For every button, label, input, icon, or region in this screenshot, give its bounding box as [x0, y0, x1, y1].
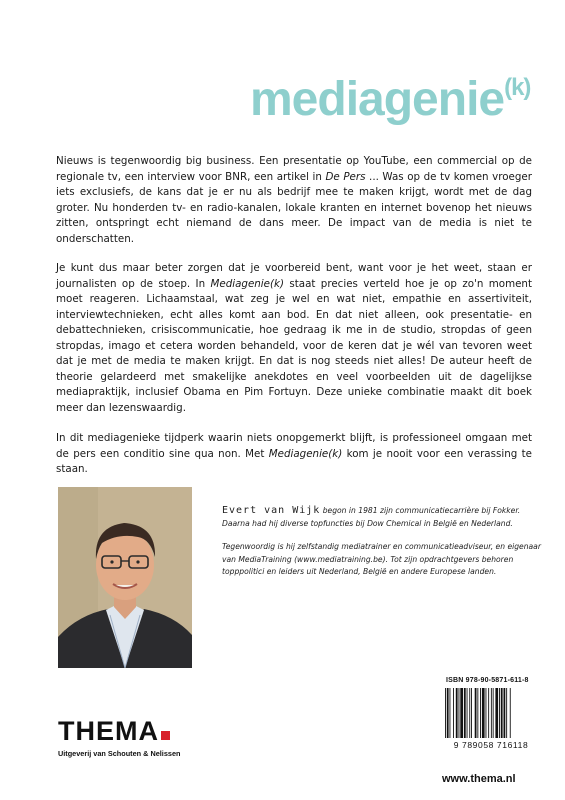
blurb-text: staat precies verteld hoe je op zo'n moment moet reageren. Lichaamstaal, wat zeg je wel en wat niet, empathie en assertiviteit, interviewtechnieken, echt alles komt aan bod. En dat niet alleen, ook presentatie- en debattechnieken, crisiscommunicatie, hoe gedraag ik me in de studio, stropdas of geen stropdas, imago et cetera worden behandeld, voor de keren dat je wél van tevoren weet dat je met de media te maken krijgt. En dat is nog steeds niet alles! De auteur heeft de theorie gelardeerd met smakelijke anekdotes en veel voorbeelden uit de dagelijkse mediapraktijk, inclusief Obama en Pim Fortuyn. Deze unieke combinatie maakt dit boek meer dan lezenswaardig. — [56, 277, 532, 414]
italic-title-reference: Mediagenie(k) — [210, 277, 285, 290]
barcode-bar — [460, 688, 463, 738]
barcode-bar — [471, 688, 472, 738]
barcode-bar — [477, 688, 478, 738]
barcode-bar — [495, 688, 498, 738]
barcode-bar — [480, 688, 481, 738]
blurb-text: ... Was op de tv komen vroeger iets exclusiefs, de kans dat je er nu als bedrijf mee te maken krijgt, wordt met de dag groter. Nu honderden tv- en radio-kanalen, lokale kranten en internet bovenop het nieuws zitten, ontspringt echt niemand de dans meer. De impact van de media is niet te onderschatten. — [56, 170, 532, 245]
author-bio-paragraph-1 — [222, 505, 544, 530]
barcode-digits: 9 789058 716118 — [453, 740, 529, 750]
blurb-text: Je kunt dus maar beter zorgen dat je voorbereid bent, want voor je het weet, staan er journalisten op de stoep. In — [56, 262, 532, 290]
logo-dot-icon — [161, 731, 170, 740]
blurb-paragraph — [56, 154, 532, 247]
barcode-bar — [504, 688, 506, 738]
blurb-text: kom je nooit voor een verassing te staan. — [56, 447, 532, 475]
blurb-paragraph — [56, 261, 532, 416]
author-photo — [58, 487, 192, 668]
barcode-bar — [445, 688, 446, 738]
blurb-text: Nieuws is tegenwoordig big business. Een presentatie op YouTube, een commercial op de regionale tv, een interview voor BNR, een artikel in — [56, 155, 532, 183]
website-url: www.thema.nl — [442, 773, 516, 785]
author-bio-paragraph-2: Tegenwoordig is hij zelfstandig mediatrainer en communicatieadviseur, en eigenaar van MediaTraining (www.mediatraining.be). Tot zijn opdrachtgevers behoren topppolitici en leiders uit Nederland, België en andere Europese landen. — [222, 542, 541, 576]
barcode-bar — [493, 688, 494, 738]
italic-title-reference: De Pers — [325, 170, 366, 183]
book-title-superscript: (k) — [504, 74, 531, 101]
barcode-bar — [459, 688, 460, 738]
barcode-bar — [453, 688, 454, 738]
barcode-bar — [486, 688, 487, 738]
author-portrait-image — [58, 487, 192, 668]
author-bio — [222, 505, 544, 590]
publisher-logo-text: THEMA — [58, 716, 159, 746]
barcode-bar — [467, 688, 468, 738]
barcode-bar — [482, 688, 485, 738]
barcode-bar — [450, 688, 451, 738]
publisher-name: Uitgeverij van Schouten & Nelissen — [58, 749, 181, 758]
barcode-bar — [499, 688, 500, 738]
book-title — [250, 73, 531, 126]
barcode-bar — [491, 688, 492, 738]
barcode-bar — [447, 688, 449, 738]
blurb — [56, 154, 532, 492]
author-name: Evert van Wijk — [222, 505, 321, 516]
barcode-icon — [439, 686, 543, 750]
author-bio-text-1: begon in 1981 zijn communicatiecarrière bij Fokker. Daarna had hij diverse topfuncties bij Dow Chemical in België en Nederland. — [222, 506, 521, 528]
blurb-text: In dit mediagenieke tijdperk waarin niets onopgemerkt blijft, is professioneel omgaan met de pers een conditio sine qua non. Met — [56, 432, 532, 460]
barcode-bar — [456, 688, 458, 738]
publisher-logo — [58, 718, 170, 745]
barcode-bar — [469, 688, 470, 738]
barcode-bar — [501, 688, 503, 738]
barcode-bar — [506, 688, 507, 738]
barcode-bar — [475, 688, 477, 738]
barcode-bar — [510, 688, 511, 738]
blurb-paragraph — [56, 431, 532, 478]
barcode-bar — [488, 688, 489, 738]
italic-title-reference: Mediagenie(k) — [268, 447, 343, 460]
barcode-bar — [464, 688, 466, 738]
isbn-label: ISBN 978-90-5871-611-8 — [446, 677, 529, 684]
book-title-main: mediagenie — [250, 73, 505, 126]
